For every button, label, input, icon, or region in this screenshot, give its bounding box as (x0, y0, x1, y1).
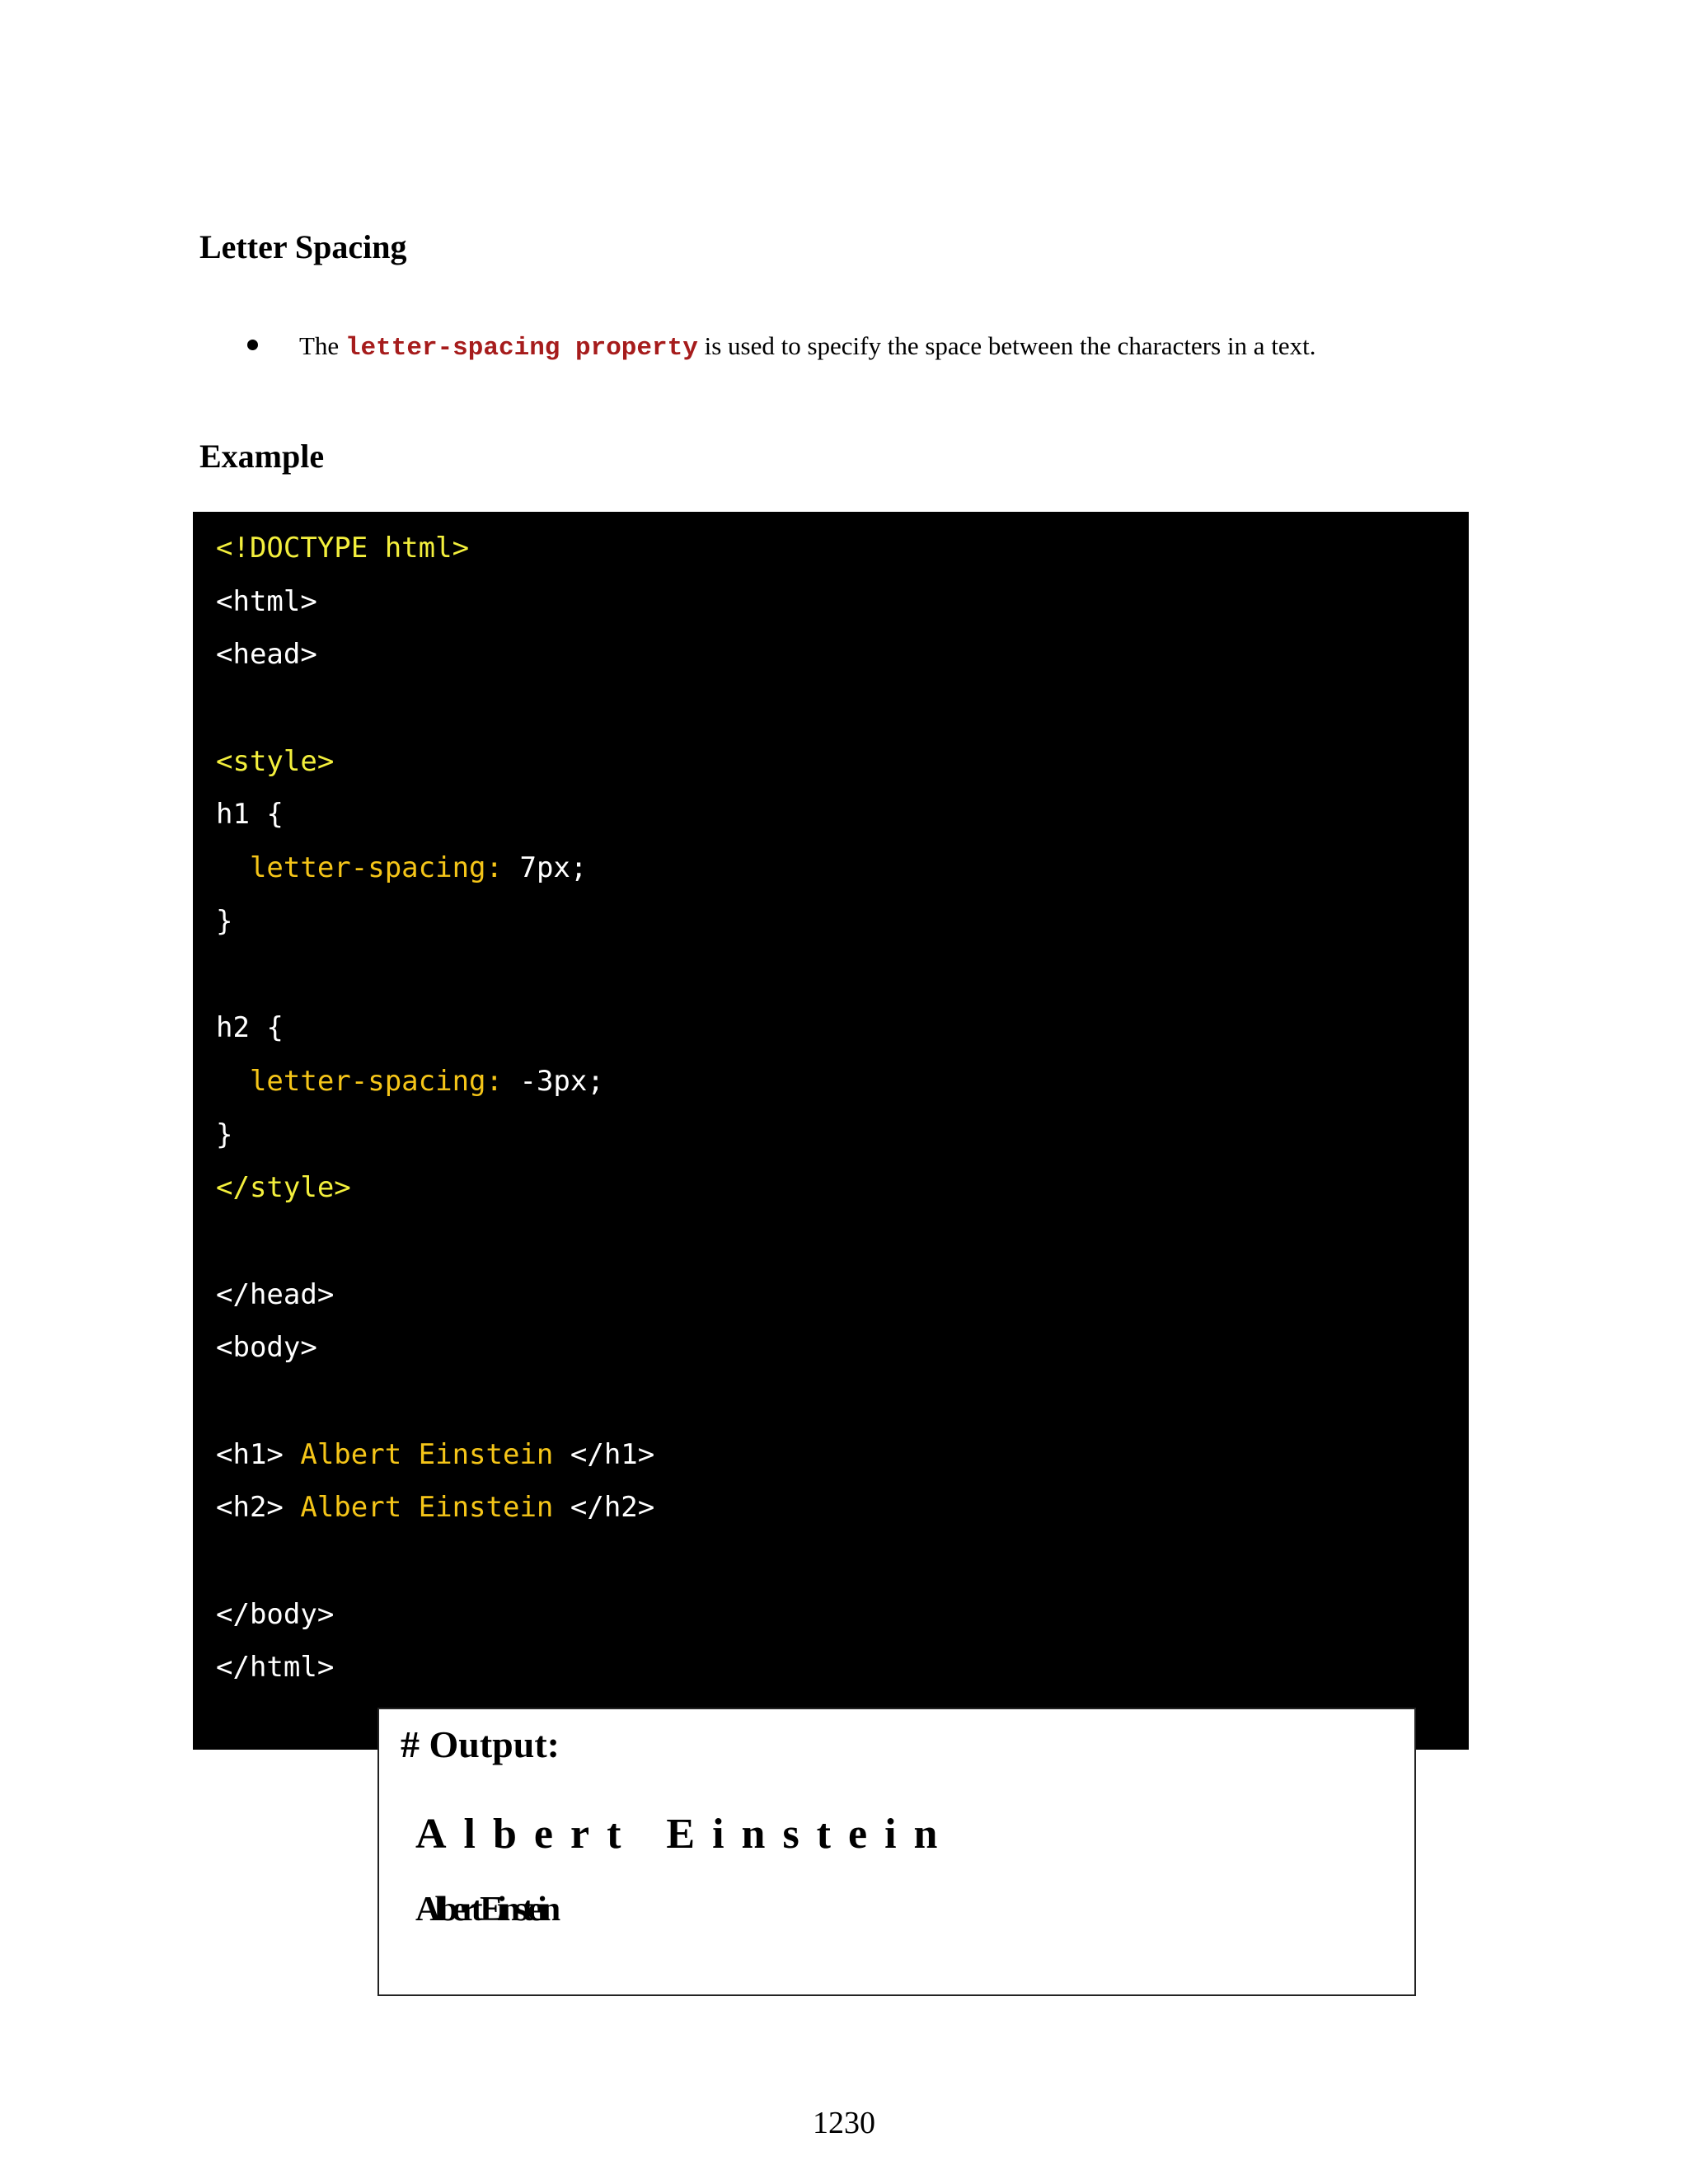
code-token: 7px; (503, 851, 588, 885)
code-token: </head> (216, 1277, 335, 1311)
bullet-suffix: is used to specify the space between the characters in a text. (704, 331, 1316, 360)
code-line (216, 1215, 654, 1268)
code-line (216, 788, 654, 841)
code-line (216, 735, 654, 789)
output-title: # Output: (401, 1723, 560, 1765)
code-token: <h2> (216, 1491, 301, 1525)
code-token: -3px; (503, 1064, 604, 1098)
code-line (216, 1375, 654, 1428)
code-line (216, 1641, 654, 1694)
code-token: <style> (216, 744, 335, 778)
code-token: </html> (216, 1651, 335, 1685)
code-token: </style> (216, 1171, 351, 1205)
code-token: </h2> (553, 1491, 655, 1525)
code-line (216, 522, 654, 575)
code-line (216, 1588, 654, 1642)
code-line (216, 841, 654, 895)
code-token: </h1> (553, 1437, 655, 1471)
code-token: } (216, 904, 233, 938)
code-token: <!DOCTYPE html> (216, 532, 470, 565)
code-token: h1 { (216, 798, 284, 832)
bullet-dot-icon (247, 340, 258, 350)
inline-code-letter-spacing: letter-spacing property (345, 334, 698, 363)
output-h1-text: Albert Einstein (415, 1811, 955, 1858)
code-line (216, 682, 654, 735)
code-token: Albert Einstein (300, 1491, 554, 1525)
code-token: <head> (216, 638, 317, 672)
code-token: } (216, 1118, 233, 1151)
code-line (216, 949, 654, 1002)
code-token: <body> (216, 1331, 317, 1365)
page-number: 1230 (813, 2106, 875, 2140)
code-line (216, 1428, 654, 1482)
code-token: <html> (216, 584, 317, 618)
bullet-prefix: The (299, 331, 340, 360)
example-title: Example (199, 438, 325, 475)
code-line (216, 575, 654, 629)
code-token: letter-spacing: (216, 1064, 503, 1098)
code-line (216, 1535, 654, 1588)
section-title: Letter Spacing (199, 228, 407, 265)
code-line (216, 1055, 654, 1108)
code-lines (216, 522, 654, 1694)
output-h2-text: Albert Einstein (415, 1891, 556, 1929)
code-token: <h1> (216, 1437, 301, 1471)
code-line (216, 1108, 654, 1162)
code-line (216, 1001, 654, 1055)
code-token: Albert Einstein (300, 1437, 554, 1471)
code-line (216, 1481, 654, 1535)
output-box (377, 1708, 1416, 1996)
code-token: </body> (216, 1597, 335, 1631)
code-line (216, 628, 654, 682)
code-token: letter-spacing: (216, 851, 503, 885)
code-line (216, 1268, 654, 1322)
code-line (216, 1321, 654, 1375)
code-line (216, 1161, 654, 1215)
code-line (216, 895, 654, 949)
code-block (193, 512, 1469, 1750)
bullet-item (247, 328, 1316, 367)
code-token: h2 { (216, 1011, 284, 1045)
